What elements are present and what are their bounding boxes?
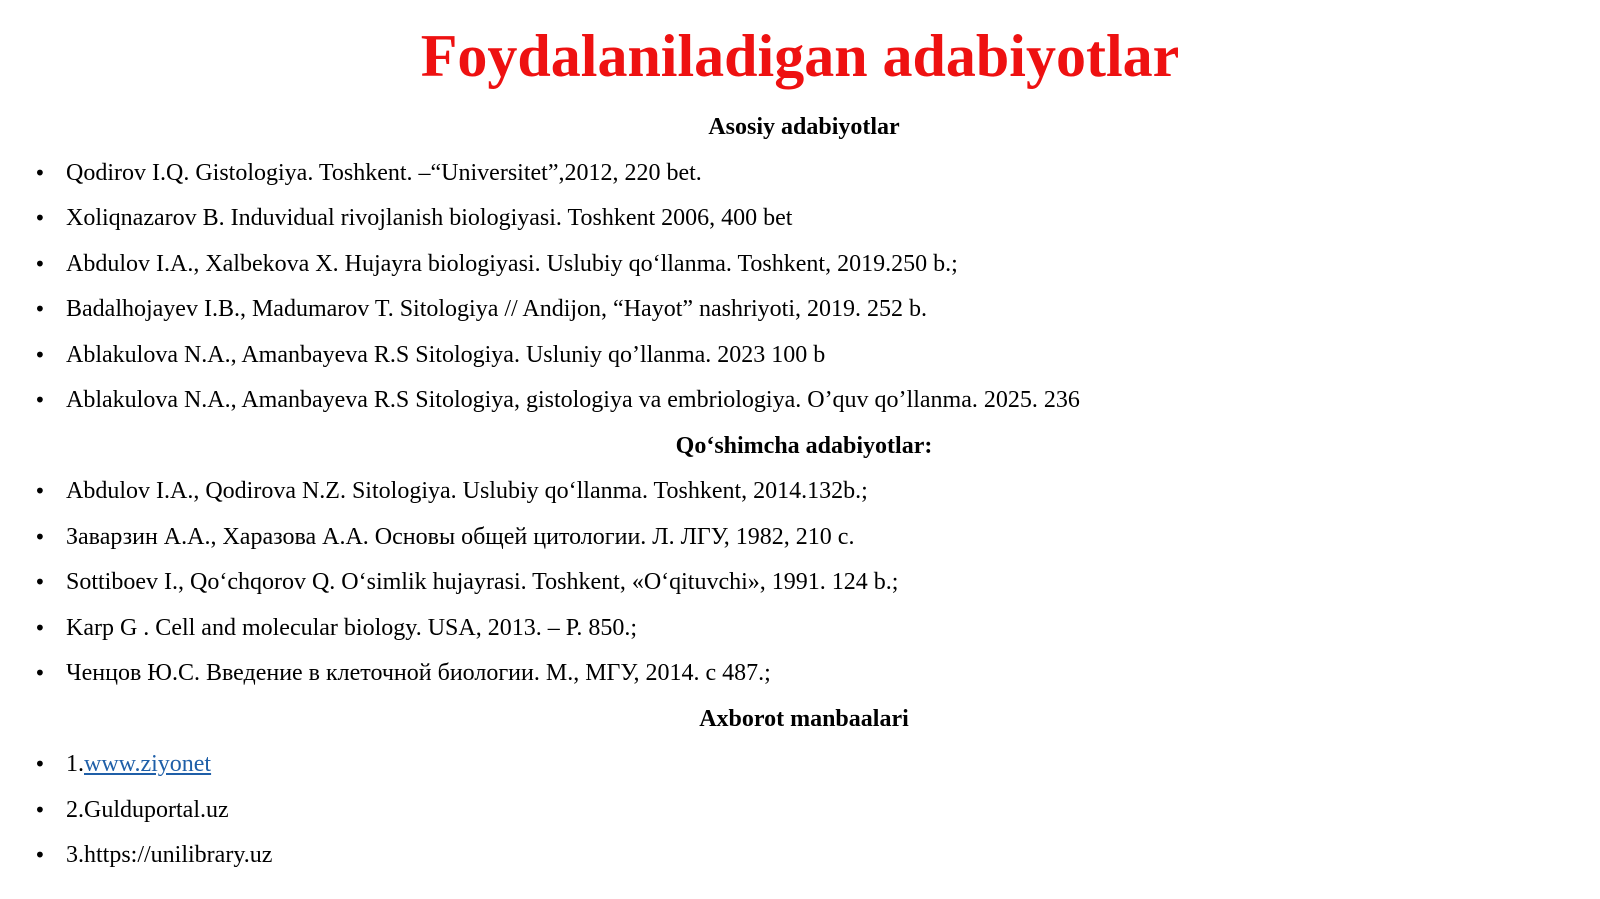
bullet-icon: •	[34, 843, 46, 867]
section-heading-additional: Qo‘shimcha adabiyotlar:	[675, 432, 933, 459]
bullet-icon: •	[34, 160, 46, 185]
bullet-icon: •	[34, 752, 46, 776]
list-item	[34, 560, 1574, 606]
section-heading-main: Asosiy adabiyotlar	[708, 114, 900, 140]
information-sources-list	[34, 742, 1574, 879]
bullet-icon: •	[34, 615, 46, 640]
additional-references-list	[34, 469, 1574, 697]
bullet-icon: •	[34, 342, 46, 367]
list-item	[34, 333, 1574, 379]
list-item	[34, 515, 1574, 561]
list-item	[34, 833, 1574, 879]
reference-text: Ablakulova N.A., Amanbayeva R.S Sitologiya, gistologiya va embriologiya. O’quv qo’llanma. 2025. 236	[66, 387, 1080, 413]
list-item	[34, 788, 1574, 834]
list-item	[34, 606, 1574, 652]
reference-text: Заварзин А.А., Харазова А.А. Основы общей цитологии. Л. ЛГУ, 1982, 210 с.	[66, 523, 855, 550]
page-title: Foydalaniladigan adabiyotlar	[420, 23, 1180, 89]
references-content	[34, 105, 1574, 879]
list-item	[34, 378, 1574, 424]
list-item	[34, 287, 1574, 333]
bullet-icon: •	[34, 206, 46, 230]
bullet-icon: •	[34, 297, 46, 321]
bullet-icon: •	[34, 661, 46, 685]
list-item	[34, 742, 1574, 788]
list-item	[34, 242, 1574, 288]
section-heading-sources: Axborot manbaalari	[699, 705, 909, 732]
reference-text: Sottiboev I., Qo‘chqorov Q. O‘simlik hujayrasi. Toshkent, «O‘qituvchi», 1991. 124 b.;	[66, 569, 899, 595]
bullet-icon: •	[34, 570, 46, 594]
list-item	[34, 651, 1574, 697]
list-item	[34, 151, 1574, 197]
source-text: 2.Gulduportal.uz	[66, 796, 229, 823]
bullet-icon: •	[34, 388, 46, 412]
bullet-icon: •	[34, 479, 46, 503]
reference-text: Abdulov I.A., Qodirova N.Z. Sitologiya. Uslubiy qo‘llanma. Toshkent, 2014.132b.;	[66, 478, 868, 504]
reference-text: Xoliqnazarov B. Induvidual rivojlanish biologiyasi. Toshkent 2006, 400 bet	[66, 205, 793, 231]
list-item	[34, 469, 1574, 515]
reference-text: Ablakulova N.A., Amanbayeva R.S Sitologiya. Usluniy qo’llanma. 2023 100 b	[66, 341, 826, 368]
source-prefix: 1.	[66, 751, 84, 777]
bullet-icon: •	[34, 797, 46, 822]
ziyonet-link[interactable]: www.ziyonet	[84, 751, 212, 777]
bullet-icon: •	[34, 524, 46, 549]
reference-text: Karp G . Cell and molecular biology. USA, 2013. – P. 850.;	[66, 614, 638, 641]
reference-text: Badalhojayev I.B., Madumarov T. Sitologiya // Andijon, “Hayot” nashriyoti, 2019. 252 b.	[66, 296, 927, 322]
reference-text: Abdulov I.A., Xalbekova X. Hujayra biologiyasi. Uslubiy qo‘llanma. Toshkent, 2019.250 b.;	[66, 250, 958, 277]
main-references-list	[34, 151, 1574, 424]
list-item	[34, 196, 1574, 242]
reference-text: Qodirov I.Q. Gistologiya. Toshkent. –“Universitet”,2012, 220 bet.	[66, 159, 702, 186]
source-text: 3.https://unilibrary.uz	[66, 842, 273, 868]
reference-text: Ченцов Ю.С. Введение в клеточной биологии. М., МГУ, 2014. с 487.;	[66, 660, 771, 686]
bullet-icon: •	[34, 251, 46, 276]
